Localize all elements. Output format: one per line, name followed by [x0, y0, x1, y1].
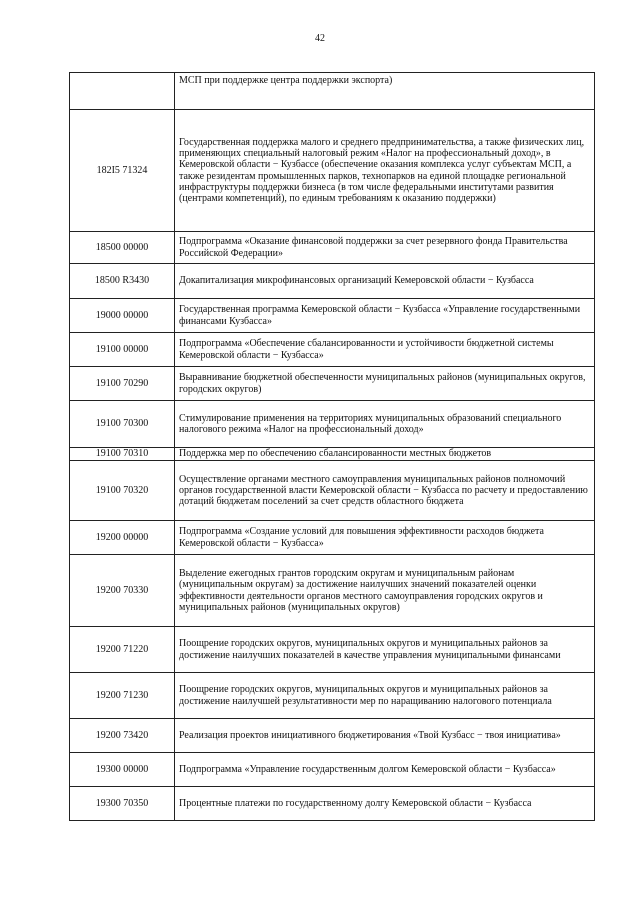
code-cell: 18500 R3430 [70, 264, 175, 299]
description-cell: Поощрение городских округов, муниципальных округов и муниципальных районов за достижение наилучшей результативности мер по наращиванию налогового потенциала [175, 673, 595, 719]
code-cell: 182I5 71324 [70, 110, 175, 232]
description-cell: Подпрограмма «Управление государственным долгом Кемеровской области − Кузбасса» [175, 753, 595, 787]
description-cell: Подпрограмма «Обеспечение сбалансированности и устойчивости бюджетной системы Кемеровской области − Кузбасса» [175, 333, 595, 367]
table-row [70, 299, 595, 333]
description-cell: Реализация проектов инициативного бюджетирования «Твой Кузбасс − твоя инициатива» [175, 719, 595, 753]
code-cell: 19100 70320 [70, 461, 175, 521]
description-cell: Подпрограмма «Создание условий для повышения эффективности расходов бюджета Кемеровской области − Кузбасса» [175, 521, 595, 555]
description-cell: Поощрение городских округов, муниципальных округов и муниципальных районов за достижение наилучших показателей в качестве управления муниципальными финансами [175, 627, 595, 673]
code-cell: 19200 71230 [70, 673, 175, 719]
description-cell: Выравнивание бюджетной обеспеченности муниципальных районов (муниципальных округов, городских округов) [175, 367, 595, 401]
code-cell: 18500 00000 [70, 232, 175, 264]
table-row [70, 555, 595, 627]
description-cell: Подпрограмма «Оказание финансовой поддержки за счет резервного фонда Правительства Российской Федерации» [175, 232, 595, 264]
table-row [70, 787, 595, 821]
code-cell: 19200 00000 [70, 521, 175, 555]
table-row [70, 367, 595, 401]
description-cell: МСП при поддержке центра поддержки экспорта) [175, 73, 595, 110]
table-row [70, 627, 595, 673]
code-cell: 19100 70310 [70, 448, 175, 461]
description-cell: Процентные платежи по государственному долгу Кемеровской области − Кузбасса [175, 787, 595, 821]
table-row [70, 673, 595, 719]
table-row [70, 448, 595, 461]
budget-codes-table [69, 72, 595, 821]
code-cell: 19100 70300 [70, 401, 175, 448]
page-number: 42 [315, 33, 325, 44]
description-cell: Государственная программа Кемеровской области − Кузбасса «Управление государственными финансами Кузбасса» [175, 299, 595, 333]
description-cell: Докапитализация микрофинансовых организаций Кемеровской области − Кузбасса [175, 264, 595, 299]
code-cell: 19000 00000 [70, 299, 175, 333]
description-cell: Государственная поддержка малого и среднего предпринимательства, а также физических лиц, применяющих специальный налоговый режим «Налог на профессиональный доход», в Кемеровской области − Кузбассе (обеспечение оказания комплекса услуг субъектам МСП, а также резидентам промышленных парков, технопарков на единой площадке региональной инфраструктуры поддержки бизнеса (в том числе федеральными институтами развития (центрами компетенций), по единым требованиям к оказанию поддержки) [175, 110, 595, 232]
code-cell: 19300 70350 [70, 787, 175, 821]
table-row [70, 110, 595, 232]
table-row [70, 401, 595, 448]
code-cell: 19200 73420 [70, 719, 175, 753]
code-cell [70, 73, 175, 110]
table-row [70, 333, 595, 367]
table-row [70, 232, 595, 264]
code-cell: 19200 70330 [70, 555, 175, 627]
description-cell: Поддержка мер по обеспечению сбалансированности местных бюджетов [175, 448, 595, 461]
table-row [70, 73, 595, 110]
table-row [70, 753, 595, 787]
code-cell: 19100 00000 [70, 333, 175, 367]
table-row [70, 461, 595, 521]
description-cell: Выделение ежегодных грантов городским округам и муниципальным районам (муниципальным округам) за достижение наилучших значений показателей оценки эффективности деятельности органов местного самоуправления городских округов и муниципальных районов (муниципальных округов) [175, 555, 595, 627]
table-row [70, 719, 595, 753]
code-cell: 19200 71220 [70, 627, 175, 673]
code-cell: 19300 00000 [70, 753, 175, 787]
description-cell: Осуществление органами местного самоуправления муниципальных районов полномочий органов государственной власти Кемеровской области − Кузбасса по расчету и предоставлению дотаций бюджетам поселений за счет средств областного бюджета [175, 461, 595, 521]
table-row [70, 264, 595, 299]
table-row [70, 521, 595, 555]
description-cell: Стимулирование применения на территориях муниципальных образований специального налогового режима «Налог на профессиональный доход» [175, 401, 595, 448]
code-cell: 19100 70290 [70, 367, 175, 401]
